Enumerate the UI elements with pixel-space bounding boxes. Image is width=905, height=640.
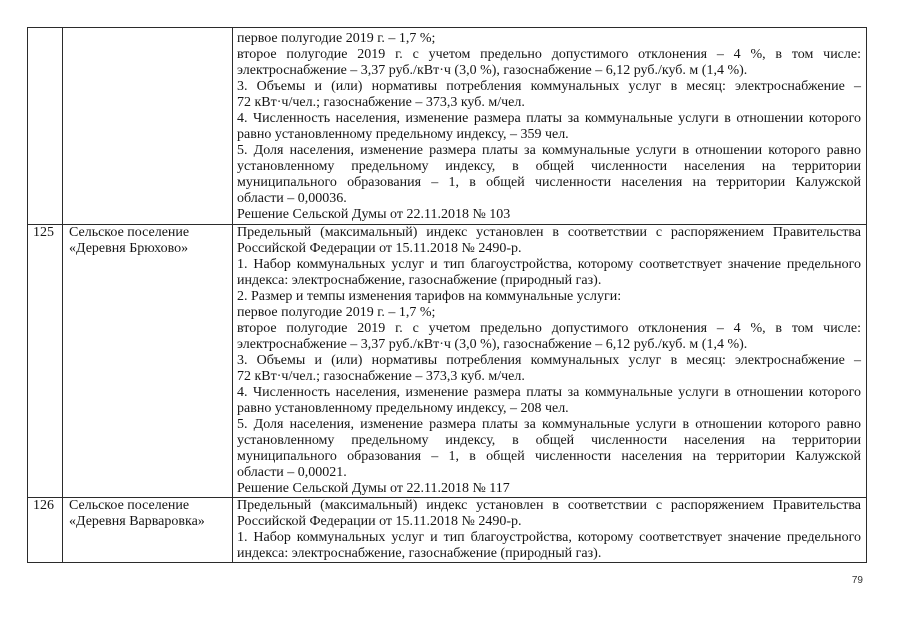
text-line: электроснабжение – 3,37 руб./кВт·ч (3,0 %), газоснабжение – 6,12 руб./куб. м (1,4 %). [237, 63, 748, 78]
text-line: первое полугодие 2019 г. – 1,7 %; [237, 305, 436, 320]
text-line: Предельный (максимальный) индекс установлен в соответствии с распоряжением Правительства [237, 498, 861, 513]
settlement-name-line: «Деревня Варваровка» [69, 514, 205, 529]
text-line: 4. Численность населения, изменение размера платы за коммунальные услуги в отношении которого [237, 111, 861, 126]
text-line: 5. Доля населения, изменение размера платы за коммунальные услуги в отношении которого равно [237, 417, 861, 432]
row-number-cell [28, 28, 63, 225]
text-line: первое полугодие 2019 г. – 1,7 %; [237, 31, 436, 46]
row-number-cell [28, 498, 63, 563]
text-line: индекса: электроснабжение, газоснабжение (природный газ). [237, 546, 602, 561]
paragraph [237, 353, 861, 385]
table-row [28, 225, 867, 498]
text-line: установленному предельному индексу, в общей численности населения на территории [237, 433, 861, 448]
text-line: Предельный (максимальный) индекс установлен в соответствии с распоряжением Правительства [237, 225, 861, 240]
index-description-cell [233, 498, 867, 563]
text-line: 5. Доля населения, изменение размера платы за коммунальные услуги в отношении которого равно [237, 143, 861, 158]
table-row [28, 28, 867, 225]
text-line: 4. Численность населения, изменение размера платы за коммунальные услуги в отношении которого [237, 385, 861, 400]
text-line: Российской Федерации от 15.11.2018 № 2490-р. [237, 241, 522, 256]
text-line: второе полугодие 2019 г. с учетом предельно допустимого отклонения – 4 %, в том числе: [237, 47, 861, 62]
document-table [27, 27, 867, 563]
paragraph [237, 481, 861, 497]
table-row [28, 498, 867, 563]
paragraph [237, 207, 861, 223]
text-line: 2. Размер и темпы изменения тарифов на коммунальные услуги: [237, 289, 622, 304]
text-line: второе полугодие 2019 г. с учетом предельно допустимого отклонения – 4 %, в том числе: [237, 321, 861, 336]
text-line: муниципального образования – 1, в общей численности населения на территории Калужской [237, 175, 861, 190]
paragraph [237, 143, 861, 207]
row-number: 125 [33, 225, 54, 240]
settlement-name-cell [63, 28, 233, 225]
text-line: установленному предельному индексу, в общей численности населения на территории [237, 159, 861, 174]
paragraph [237, 225, 861, 257]
table-body [28, 28, 867, 563]
paragraph [237, 498, 861, 530]
settlement-name-line: Сельское поселение [69, 498, 190, 513]
settlement-name-cell [63, 225, 233, 498]
text-line: муниципального образования – 1, в общей численности населения на территории Калужской [237, 449, 861, 464]
paragraph [237, 257, 861, 289]
settlement-name-line: Сельское поселение [69, 225, 190, 240]
paragraph [237, 417, 861, 481]
text-line: электроснабжение – 3,37 руб./кВт·ч (3,0 %), газоснабжение – 6,12 руб./куб. м (1,4 %). [237, 337, 748, 352]
paragraph [237, 321, 861, 353]
row-number: 126 [33, 498, 54, 513]
index-description-cell [233, 28, 867, 225]
page-number: 79 [851, 575, 863, 586]
paragraph [237, 305, 861, 321]
paragraph [237, 289, 861, 305]
row-number-cell [28, 225, 63, 498]
text-line: области – 0,00036. [237, 191, 347, 206]
text-line: 1. Набор коммунальных услуг и тип благоустройства, которому соответствует значение предельного [237, 257, 861, 272]
text-line: 72 кВт·ч/чел.; газоснабжение – 373,3 куб. м/чел. [237, 369, 525, 384]
text-line: индекса: электроснабжение, газоснабжение (природный газ). [237, 273, 602, 288]
settlement-name-cell [63, 498, 233, 563]
settlement-name-line: «Деревня Брюхово» [69, 241, 189, 256]
paragraph [237, 111, 861, 143]
paragraph [237, 47, 861, 79]
paragraph [237, 385, 861, 417]
index-description-cell [233, 225, 867, 498]
paragraph [237, 79, 861, 111]
text-line: Российской Федерации от 15.11.2018 № 2490-р. [237, 514, 522, 529]
text-line: Решение Сельской Думы от 22.11.2018 № 117 [237, 481, 510, 496]
text-line: равно установленному предельному индексу, – 208 чел. [237, 401, 569, 416]
text-line: равно установленному предельному индексу, – 359 чел. [237, 127, 569, 142]
text-line: 3. Объемы и (или) нормативы потребления коммунальных услуг в месяц: электроснабжение – [237, 79, 861, 94]
text-line: области – 0,00021. [237, 465, 347, 480]
paragraph [237, 31, 861, 47]
text-line: 1. Набор коммунальных услуг и тип благоустройства, которому соответствует значение предельного [237, 530, 861, 545]
text-line: Решение Сельской Думы от 22.11.2018 № 103 [237, 207, 511, 222]
paragraph [237, 530, 861, 562]
text-line: 72 кВт·ч/чел.; газоснабжение – 373,3 куб. м/чел. [237, 95, 525, 110]
text-line: 3. Объемы и (или) нормативы потребления коммунальных услуг в месяц: электроснабжение – [237, 353, 861, 368]
